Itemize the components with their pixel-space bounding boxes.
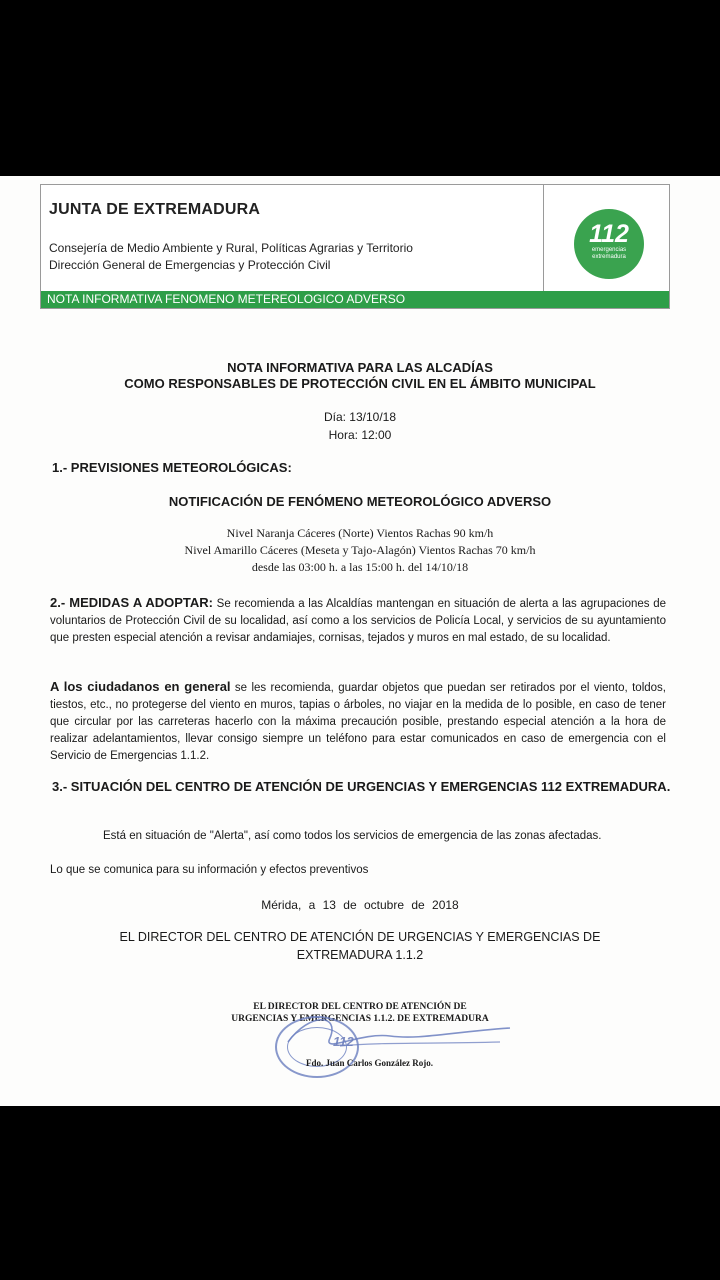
director-title-line-1: EL DIRECTOR DEL CENTRO DE ATENCIÓN DE URGENCIAS Y EMERGENCIAS DE bbox=[119, 930, 601, 944]
signatory-name: Fdo. Juan Carlos González Rojo. bbox=[306, 1058, 433, 1068]
section-1-heading: 1.- PREVISIONES METEOROLÓGICAS: bbox=[52, 460, 292, 475]
letterhead bbox=[40, 184, 670, 309]
emergency-112-logo bbox=[574, 209, 644, 279]
directorate-line: Dirección General de Emergencias y Protección Civil bbox=[49, 258, 331, 272]
alert-level-yellow: Nivel Amarillo Cáceres (Meseta y Tajo-Alagón) Vientos Rachas 70 km/h bbox=[184, 543, 536, 557]
logo-number: 112 bbox=[589, 220, 629, 248]
citizens-lead: A los ciudadanos en general bbox=[50, 679, 231, 694]
logo-subtitle-2: extremadura bbox=[592, 254, 626, 260]
department-line: Consejería de Medio Ambiente y Rural, Políticas Agrarias y Territorio bbox=[49, 241, 413, 255]
signature-title-line-2: URGENCIAS Y EMERGENCIAS 1.1.2. DE EXTREMADURA bbox=[231, 1014, 489, 1024]
citizens-paragraph bbox=[50, 678, 666, 765]
measures-text: Se recomienda a las Alcaldías mantengan en situación de alerta a las agrupaciones de voluntarios de Protección Civil de su localidad, así como a los servicios de Policía Local, y servicios de su ayuntamiento que presten especial atención a revisar andamiajes, cornisas, tejados y muros en mal estado, de su localidad. bbox=[50, 598, 666, 644]
place-date: Mérida, a 13 de octubre de 2018 bbox=[261, 898, 459, 912]
director-title-line-2: EXTREMADURA 1.1.2 bbox=[296, 948, 424, 962]
alert-period: desde las 03:00 h. a las 15:00 h. del 14/10/18 bbox=[251, 560, 469, 574]
section-3-heading: 3.- SITUACIÓN DEL CENTRO DE ATENCIÓN DE URGENCIAS Y EMERGENCIAS 112 EXTREMADURA. bbox=[52, 779, 671, 794]
stamp-number: 112 bbox=[333, 1034, 354, 1049]
main-title-line-2: COMO RESPONSABLES DE PROTECCIÓN CIVIL EN EL ÁMBITO MUNICIPAL bbox=[124, 376, 596, 391]
alert-status-text: Está en situación de "Alerta", así como todos los servicios de emergencia de las zonas afectadas. bbox=[103, 830, 602, 842]
note-banner: NOTA INFORMATIVA FENOMENO METEREOLOGICO ADVERSO bbox=[41, 291, 669, 308]
communication-text: Lo que se comunica para su información y efectos preventivos bbox=[50, 864, 369, 876]
notification-title: NOTIFICACIÓN DE FENÓMENO METEOROLÓGICO ADVERSO bbox=[168, 494, 552, 509]
citizens-text: se les recomienda, guardar objetos que puedan ser retirados por el viento, toldos, tiestos, etc., no protegerse del viento en muros, tapias o árboles, no viajar en la medida de lo posible, en caso de tener que circular por las carreteras hacerlo con la máxima precaución posible, prestando especial atención a la hora de realizar adelantamientos, llevar consigo siempre un teléfono para estar comunicados en caso de emergencia con el Servicio de Emergencias 1.1.2. bbox=[50, 682, 666, 762]
org-title: JUNTA DE EXTREMADURA bbox=[49, 201, 261, 218]
section-2-heading: 2.- MEDIDAS A ADOPTAR: bbox=[50, 595, 213, 610]
signature-title-line-1: EL DIRECTOR DEL CENTRO DE ATENCIÓN DE bbox=[253, 1002, 467, 1012]
logo-subtitle-1: emergencias bbox=[591, 247, 627, 253]
header-divider bbox=[543, 185, 544, 293]
document-page bbox=[0, 176, 720, 1106]
time-line: Hora: 12:00 bbox=[328, 428, 392, 442]
measures-paragraph bbox=[50, 594, 666, 647]
alert-level-orange: Nivel Naranja Cáceres (Norte) Vientos Rachas 90 km/h bbox=[226, 526, 494, 540]
main-title-line-1: NOTA INFORMATIVA PARA LAS ALCADÍAS bbox=[227, 360, 493, 375]
date-line: Día: 13/10/18 bbox=[323, 410, 397, 424]
